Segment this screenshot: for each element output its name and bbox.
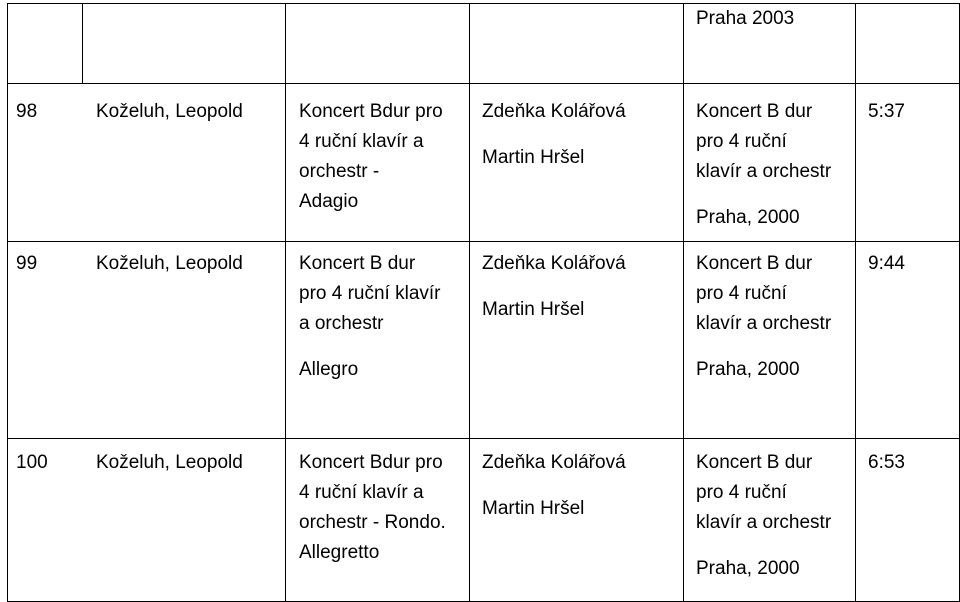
duration: 5:37 [868,101,905,122]
column-divider [285,3,286,602]
column-divider [469,3,470,602]
composer: Koželuh, Leopold [96,253,243,274]
recording-place: Praha, 2000 [696,359,800,380]
recording-place: Praha, 2000 [696,558,800,579]
album-title: Koncert B dur pro 4 ruční klavír a orchestr Praha, 2000 [696,448,831,584]
performers: Zdeňka Kolářová Martin Hršel [482,101,626,168]
column-divider [855,3,856,602]
performers: Zdeňka Kolářová Martin Hršel [482,253,626,320]
duration: 6:53 [868,452,905,473]
row-divider [7,241,959,242]
column-divider [683,3,684,602]
work-title: Koncert Bdur pro 4 ruční klavír a orchestr - Adagio [299,101,443,212]
composer: Koželuh, Leopold [96,101,243,122]
album-title: Koncert B dur pro 4 ruční klavír a orchestr Praha, 2000 [696,249,831,385]
row-divider [7,438,959,439]
work-title: Koncert B dur pro 4 ruční klavír a orchestr Allegro [299,249,441,385]
performers: Zdeňka Kolářová Martin Hršel [482,452,626,519]
track-number: 98 [16,101,38,122]
column-divider [82,3,83,84]
table-border [7,3,959,4]
movement: Allegro [299,359,359,380]
column-divider [7,3,8,602]
recording-place: Praha, 2000 [696,207,800,228]
track-number: 99 [16,253,38,274]
track-number: 100 [16,452,48,473]
composer: Koželuh, Leopold [96,452,243,473]
album-title: Koncert B dur pro 4 ruční klavír a orchestr Praha, 2000 [696,97,831,233]
album-header: Praha 2003 [696,8,795,29]
row-divider [7,83,959,84]
duration: 9:44 [868,253,905,274]
work-title: Koncert Bdur pro 4 ruční klavír a orchestr - Rondo. Allegretto [299,452,446,563]
